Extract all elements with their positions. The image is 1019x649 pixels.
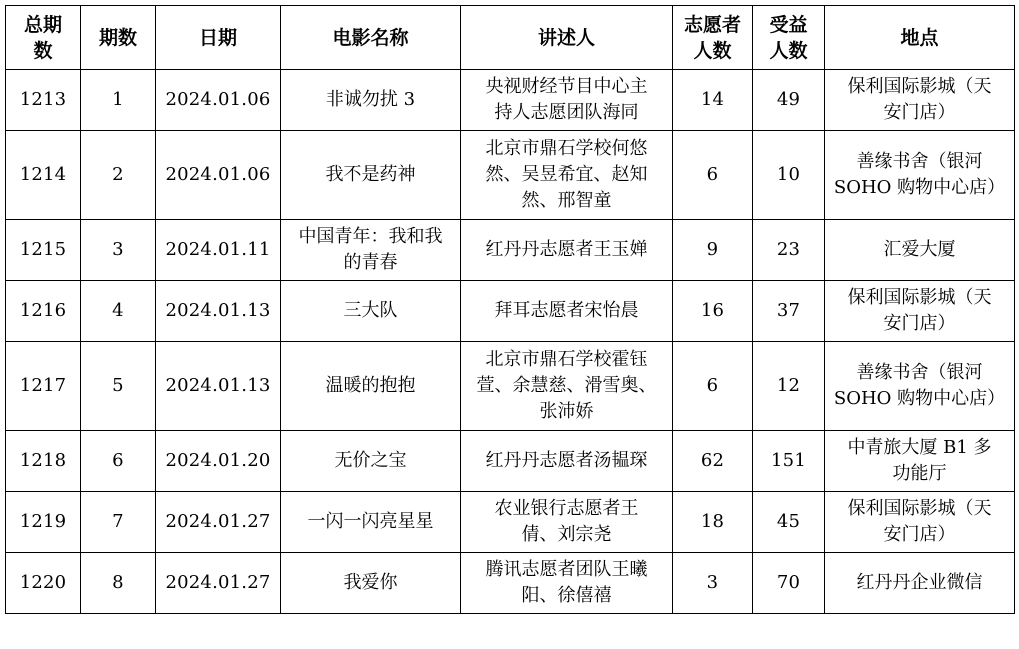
cell-location: 善缘书舍（银河 SOHO 购物中心店） xyxy=(825,342,1015,431)
cell-movie: 我爱你 xyxy=(281,553,461,614)
cell-location: 保利国际影城（天 安门店） xyxy=(825,281,1015,342)
cell-volunteers: 3 xyxy=(673,553,753,614)
header-narrator: 讲述人 xyxy=(461,6,673,70)
table-row xyxy=(6,220,1015,281)
header-beneficiaries: 受益 人数 xyxy=(753,6,825,70)
cell-date: 2024.01.13 xyxy=(156,281,281,342)
cell-narrator: 北京市鼎石学校霍钰 萱、余慧慈、滑雪奥、 张沛娇 xyxy=(461,342,673,431)
cell-movie: 一闪一闪亮星星 xyxy=(281,492,461,553)
cell-date: 2024.01.27 xyxy=(156,553,281,614)
cell-movie: 中国青年：我和我 的青春 xyxy=(281,220,461,281)
header-movie-name: 电影名称 xyxy=(281,6,461,70)
cell-date: 2024.01.27 xyxy=(156,492,281,553)
table-row xyxy=(6,342,1015,431)
cell-volunteers: 14 xyxy=(673,70,753,131)
cell-location: 汇爱大厦 xyxy=(825,220,1015,281)
cell-total: 1219 xyxy=(6,492,81,553)
header-location: 地点 xyxy=(825,6,1015,70)
cell-location: 保利国际影城（天 安门店） xyxy=(825,492,1015,553)
cell-total: 1215 xyxy=(6,220,81,281)
cell-location: 保利国际影城（天 安门店） xyxy=(825,70,1015,131)
cell-issue: 5 xyxy=(81,342,156,431)
cell-date: 2024.01.11 xyxy=(156,220,281,281)
table-row xyxy=(6,431,1015,492)
cell-volunteers: 18 xyxy=(673,492,753,553)
cell-issue: 6 xyxy=(81,431,156,492)
cell-beneficiaries: 70 xyxy=(753,553,825,614)
cell-issue: 7 xyxy=(81,492,156,553)
cell-movie: 温暖的抱抱 xyxy=(281,342,461,431)
cell-volunteers: 6 xyxy=(673,131,753,220)
movie-schedule-table xyxy=(5,5,1015,614)
header-total-issue: 总期 数 xyxy=(6,6,81,70)
cell-narrator: 红丹丹志愿者汤韫琛 xyxy=(461,431,673,492)
table-row xyxy=(6,131,1015,220)
cell-volunteers: 9 xyxy=(673,220,753,281)
cell-beneficiaries: 45 xyxy=(753,492,825,553)
cell-narrator: 农业银行志愿者王 倩、刘宗尧 xyxy=(461,492,673,553)
cell-total: 1217 xyxy=(6,342,81,431)
table-row xyxy=(6,492,1015,553)
cell-beneficiaries: 49 xyxy=(753,70,825,131)
cell-date: 2024.01.20 xyxy=(156,431,281,492)
cell-date: 2024.01.13 xyxy=(156,342,281,431)
cell-volunteers: 62 xyxy=(673,431,753,492)
cell-total: 1218 xyxy=(6,431,81,492)
table-row xyxy=(6,281,1015,342)
cell-movie: 无价之宝 xyxy=(281,431,461,492)
cell-issue: 2 xyxy=(81,131,156,220)
cell-location: 红丹丹企业微信 xyxy=(825,553,1015,614)
cell-volunteers: 16 xyxy=(673,281,753,342)
cell-beneficiaries: 12 xyxy=(753,342,825,431)
cell-beneficiaries: 151 xyxy=(753,431,825,492)
cell-volunteers: 6 xyxy=(673,342,753,431)
cell-total: 1216 xyxy=(6,281,81,342)
cell-movie: 我不是药神 xyxy=(281,131,461,220)
cell-date: 2024.01.06 xyxy=(156,70,281,131)
cell-issue: 8 xyxy=(81,553,156,614)
header-issue: 期数 xyxy=(81,6,156,70)
cell-movie: 三大队 xyxy=(281,281,461,342)
cell-issue: 4 xyxy=(81,281,156,342)
table-row xyxy=(6,553,1015,614)
cell-issue: 1 xyxy=(81,70,156,131)
cell-narrator: 红丹丹志愿者王玉婵 xyxy=(461,220,673,281)
cell-location: 中青旅大厦 B1 多 功能厅 xyxy=(825,431,1015,492)
cell-date: 2024.01.06 xyxy=(156,131,281,220)
cell-movie: 非诚勿扰 3 xyxy=(281,70,461,131)
cell-total: 1213 xyxy=(6,70,81,131)
cell-beneficiaries: 10 xyxy=(753,131,825,220)
cell-beneficiaries: 23 xyxy=(753,220,825,281)
cell-total: 1214 xyxy=(6,131,81,220)
cell-narrator: 央视财经节目中心主 持人志愿团队海同 xyxy=(461,70,673,131)
header-row xyxy=(6,6,1015,70)
cell-narrator: 北京市鼎石学校何悠 然、吴昱希宜、赵知 然、邢智童 xyxy=(461,131,673,220)
cell-location: 善缘书舍（银河 SOHO 购物中心店） xyxy=(825,131,1015,220)
table-row xyxy=(6,70,1015,131)
cell-narrator: 拜耳志愿者宋怡晨 xyxy=(461,281,673,342)
header-volunteers: 志愿者 人数 xyxy=(673,6,753,70)
cell-narrator: 腾讯志愿者团队王曦 阳、徐僖禧 xyxy=(461,553,673,614)
cell-beneficiaries: 37 xyxy=(753,281,825,342)
header-date: 日期 xyxy=(156,6,281,70)
cell-total: 1220 xyxy=(6,553,81,614)
cell-issue: 3 xyxy=(81,220,156,281)
